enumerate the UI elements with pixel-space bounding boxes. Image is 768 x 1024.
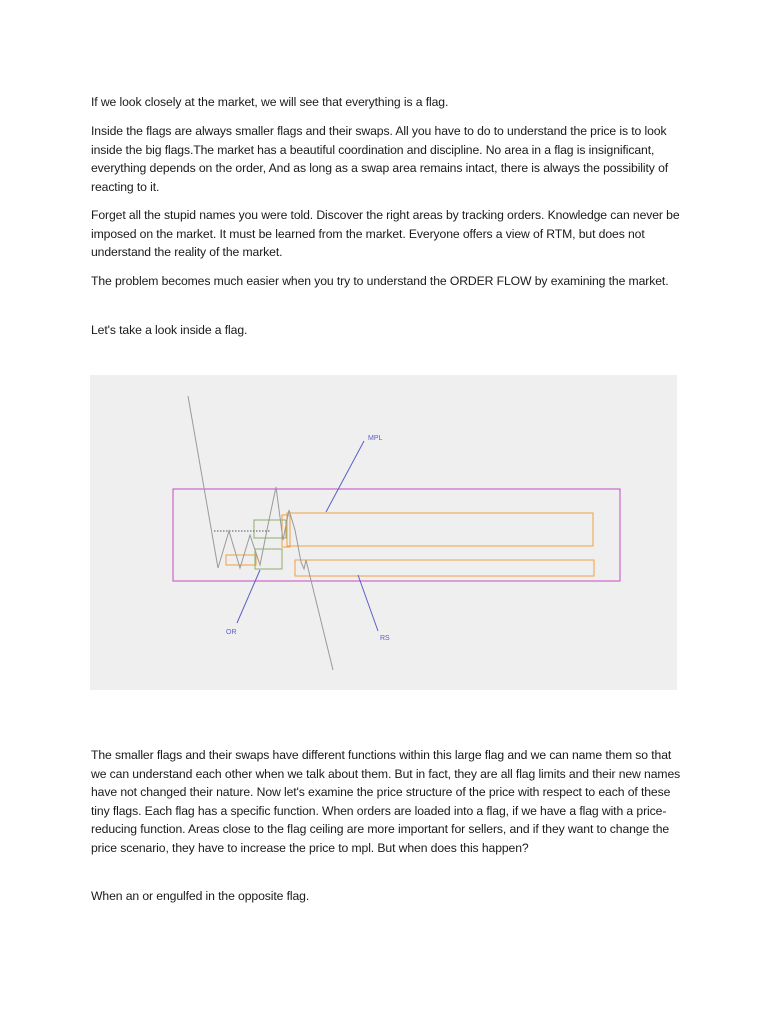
paragraph-engulfed: When an or engulfed in the opposite flag. <box>91 889 310 903</box>
mpl-label: MPL <box>368 435 383 442</box>
rs-pointer-line <box>358 575 378 631</box>
paragraph-intro: If we look closely at the market, we will see that everything is a flag. <box>91 95 449 109</box>
upper-orange-flag <box>287 513 593 546</box>
lower-orange-flag <box>295 560 594 576</box>
or-label: OR <box>226 629 237 636</box>
mpl-pointer-line <box>326 441 364 512</box>
flag-diagram-svg <box>90 375 677 690</box>
green-flag-lower <box>255 549 282 569</box>
paragraph-forget-names: Forget all the stupid names you were told. Discover the right areas by tracking orders. Knowledge can never be imposed on the market. It must be learned from the market. Everyone offers a view of RTM, but does not understand the reality of the market. <box>91 208 680 260</box>
paragraph-look-inside: Let's take a look inside a flag. <box>91 323 248 337</box>
or-pointer-line <box>237 570 260 623</box>
rs-label: RS <box>380 635 390 642</box>
paragraph-smaller-flags: The smaller flags and their swaps have different functions within this large flag and we can name them so that we can understand each other when we talk about them. But in fact, they are all flag limits and their new names have not changed their nature. Now let's examine the price structure of the price with respect to each of these tiny flags. Each flag has a specific function. When orders are loaded into a flag, if we have a flag with a price-reducing function. Areas close to the flag ceiling are more important for sellers, and if they want to change the price scenario, they have to increase the price to mpl. But when does this happen? <box>91 748 681 855</box>
price-line <box>188 396 333 670</box>
paragraph-flags-inside: Inside the flags are always smaller flags and their swaps. All you have to do to understand the price is to look inside the big flags.The market has a beautiful coordination and discipline. No area in a flag is insignificant, everything depends on the order, And as long as a swap area remains intact, there is always the possibility of reacting to it. <box>91 124 669 194</box>
paragraph-order-flow: The problem becomes much easier when you try to understand the ORDER FLOW by examining the market. <box>91 274 669 288</box>
flag-diagram <box>90 375 677 690</box>
